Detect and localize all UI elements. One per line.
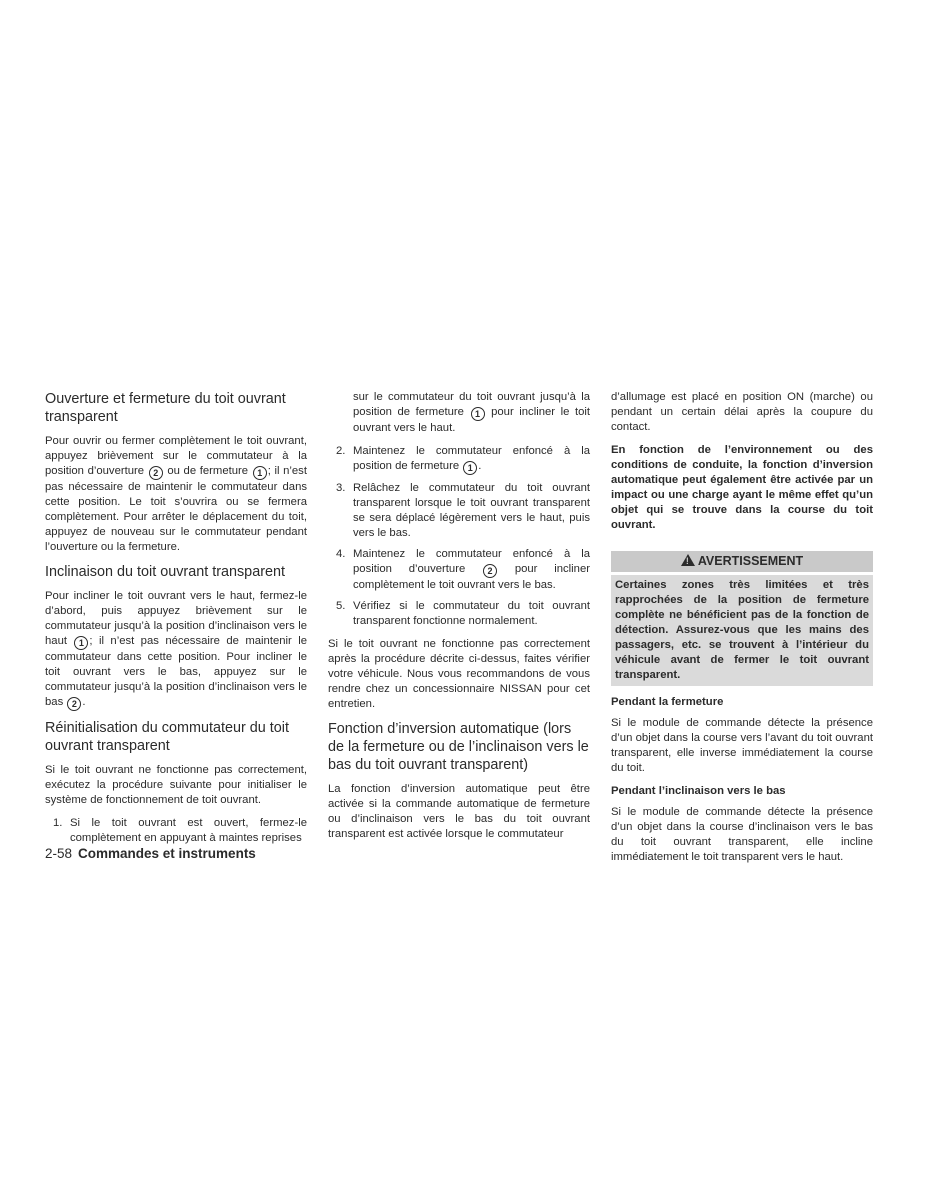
callout-1-marker: 1 (463, 461, 477, 475)
paragraph-ignition: d’allumage est placé en position ON (marche) ou pendant un certain délai après la coupure du contact. (611, 391, 873, 433)
paragraph-tilt: Pour incliner le toit ouvrant vers le haut, fermez-le d’abord, puis appuyez brièvement sur le commutateur jusqu’à la position d’inclinaison vers le haut 1 ; il n’est pas nécessaire de maintenir le commutateur dans cette position. Pour incliner le toit ouvrant vers le bas, appuyez sur le commutateur jusqu’à la position d’inclinaison vers le bas 2 . (45, 590, 308, 709)
list-item: 2. Maintenez le commutateur enfoncé à la position de fermeture 1 . (336, 445, 590, 473)
paragraph-closing: Si le module de commande détecte la présence d’un objet dans la course vers l’avant du toit ouvrant transparent, elle inverse immédiatement la course du toit. (611, 717, 873, 774)
paragraph-failure: Si le toit ouvrant ne fonctionne pas correctement après la procédure décrite ci-dessus, faites vérifier votre véhicule. Nous vous recommandons de vous rendre chez un concessionnaire NISSAN pour cet entretien. (328, 638, 590, 710)
paragraph-auto-reverse: La fonction d’inversion automatique peut être activée si la commande automatique de fermeture ou d’inclinaison vers le bas du toit ouvrant transparent est activée lorsque le commutateur (328, 783, 590, 840)
warning-body: Certaines zones très limitées et très rapprochées de la position de fermeture complète ne bénéficient pas de la fonction de détection. Assurez-vous que les mains des passagers, etc. se trouvent à l’intérieur du véhicule avant de fermer le toit ouvrant transparent. (611, 575, 873, 686)
warning-title: AVERTISSEMENT (697, 554, 804, 568)
page-footer (45, 846, 256, 861)
column-left (45, 390, 307, 854)
heading-opening-closing: Ouverture et fermeture du toit ouvrant transparent (45, 391, 286, 425)
paragraph-bold-notice: En fonction de l’environnement ou des conditions de conduite, la fonction d’inversion automatique peut également être activée par un impact ou une charge ayant le même effet qu’un objet qui se trouve dans la course du toit ouvrant. (611, 444, 873, 531)
callout-2-marker: 2 (149, 466, 163, 480)
list-item: 5. Vérifiez si le commutateur du toit ouvrant transparent fonctionne normalement. (336, 600, 590, 627)
reset-steps-list-continued (328, 444, 590, 629)
paragraph-reset: Si le toit ouvrant ne fonctionne pas correctement, exécutez la procédure suivante pour initialiser le système de fonctionnement de toit ouvrant. (45, 764, 307, 806)
warning-header (611, 551, 873, 572)
paragraph-opening-closing: Pour ouvrir ou fermer complètement le toit ouvrant, appuyez brièvement sur le commutateur à la position d’ouverture 2 ou de fermeture 1 ; il n’est pas nécessaire de maintenir le commutateur dans cette position. Le toit s’ouvrira ou se fermera complètement. Pour arrêter le déplacement du toit, appuyez de nouveau sur le commutateur pendant l’ouverture ou la fermeture. (45, 435, 307, 553)
warning-triangle-icon: ! (681, 554, 695, 566)
callout-2-marker: 2 (483, 564, 497, 578)
list-item: 3. Relâchez le commutateur du toit ouvrant transparent lorsque le toit ouvrant transparent se sera déplacé légèrement vers le haut, puis vers le bas. (336, 482, 590, 539)
heading-tilt-down: Pendant l’inclinaison vers le bas (611, 785, 786, 797)
heading-tilt: Inclinaison du toit ouvrant transparent (45, 564, 285, 580)
callout-1-marker: 1 (74, 636, 88, 650)
callout-1-marker: 1 (471, 407, 485, 421)
heading-reset: Réinitialisation du commutateur du toit ouvrant transparent (45, 720, 289, 754)
paragraph-tilt-down: Si le module de commande détecte la présence d’un objet dans la course d’inclinaison vers le bas du toit ouvrant transparent, elle incline immédiatement le toit transparent vers le haut. (611, 806, 873, 863)
heading-auto-reverse: Fonction d’inversion automatique (lors de la fermeture ou de l’inclinaison vers le bas du toit ouvrant transparent) (328, 721, 589, 773)
heading-closing: Pendant la fermeture (611, 696, 724, 708)
page-number: 2-58 (45, 846, 73, 861)
list-item-continuation: sur le commutateur du toit ouvrant jusqu’à la position de fermeture 1 pour incliner le toit ouvrant vers le haut. (353, 391, 591, 434)
list-item: 4. Maintenez le commutateur enfoncé à la position d’ouverture 2 pour incliner complètement le toit ouvrant vers le bas. (336, 548, 590, 591)
callout-2-marker: 2 (67, 697, 81, 711)
callout-1-marker: 1 (253, 466, 267, 480)
list-item: 1. Si le toit ouvrant est ouvert, fermez-le complètement en appuyant à maintes reprises (53, 817, 307, 844)
section-title: Commandes et instruments (78, 846, 256, 861)
column-right (611, 390, 873, 873)
reset-steps-list (45, 816, 307, 846)
column-middle (328, 390, 590, 850)
